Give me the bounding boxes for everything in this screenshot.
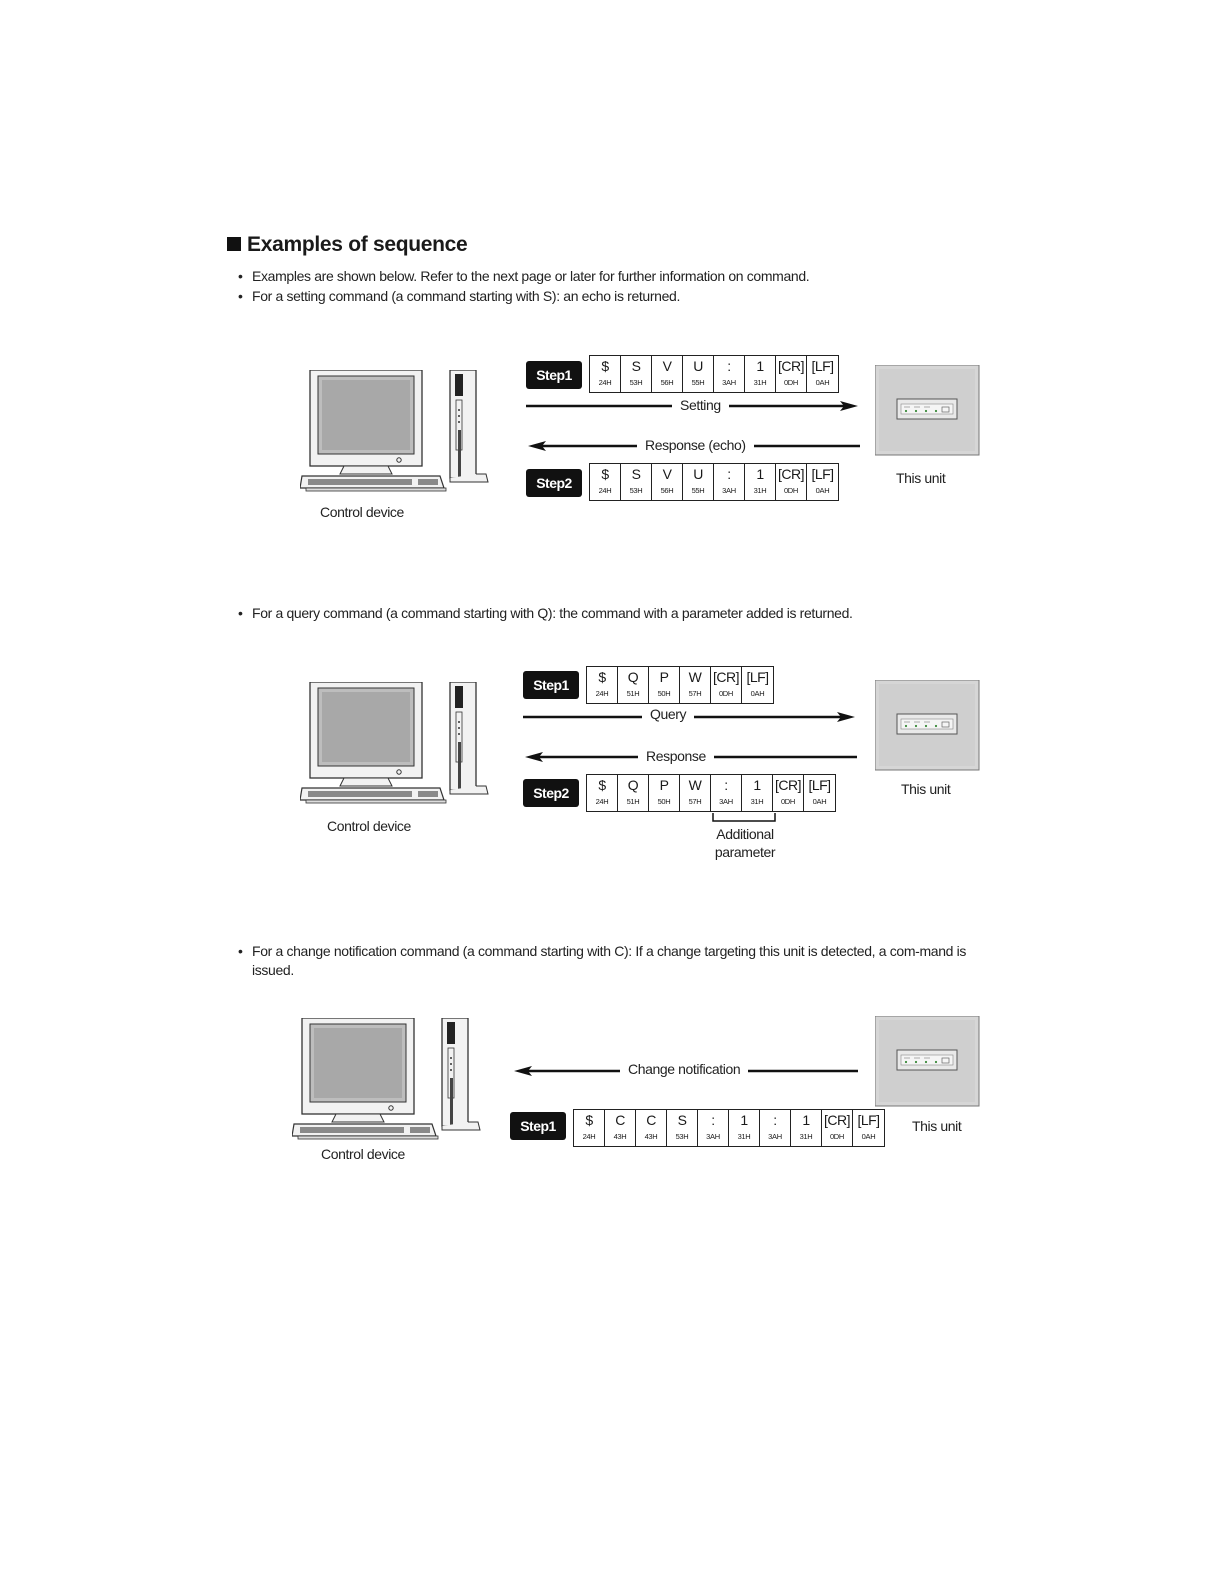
frame-cell [807,356,838,392]
frame-cell [587,667,618,703]
frame-hex: 50H [657,797,671,806]
change-notification-label: Change notification [620,1061,748,1077]
frame-cell [742,667,773,703]
frame-cell [680,775,711,811]
frame-char: $ [601,466,609,482]
frame-hex: 0AH [815,486,830,495]
frame-cell [683,464,714,500]
frame-char: P [659,669,669,685]
frame-cell [822,1110,853,1146]
bullet-dot: • [238,288,243,304]
frame-hex: 3AH [719,797,733,806]
frame-cell [618,775,649,811]
frame-hex: 57H [688,689,702,698]
control-device-illustration [300,370,492,494]
bullet-query-text: For a query command (a command starting with Q): the command with a parameter added is returned. [252,605,853,621]
frame-cell [652,464,683,500]
frame-cell [621,464,652,500]
frame-hex: 24H [598,378,612,387]
frame-hex: 0AH [812,797,827,806]
frame-hex: 24H [582,1132,596,1141]
frame-char: U [693,358,703,374]
frame-hex: 31H [753,378,767,387]
frame-hex: 24H [595,797,609,806]
this-unit-illustration [875,680,981,772]
query-step2-frame [586,774,836,812]
frame-cell [807,464,838,500]
step2-badge: Step2 [526,469,582,497]
frame-char: : [727,358,731,374]
frame-char: P [659,777,669,793]
additional-parameter-bracket [711,811,779,825]
frame-char: : [724,777,728,793]
bullet-intro [238,267,958,286]
frame-char: [LF] [857,1112,880,1128]
frame-hex: 53H [629,378,643,387]
frame-hex: 55H [691,378,705,387]
setting-arrow-label: Setting [672,397,729,413]
frame-char: $ [598,669,606,685]
frame-cell [698,1110,729,1146]
frame-char: [CR] [824,1112,850,1128]
bullet-intro-text: Examples are shown below. Refer to the next page or later for further information on command. [252,268,810,284]
frame-cell [791,1110,822,1146]
frame-cell [853,1110,884,1146]
control-device-label: Control device [327,818,411,834]
frame-hex: 43H [613,1132,627,1141]
frame-cell [649,667,680,703]
frame-char: 1 [740,1112,748,1128]
frame-char: Q [627,669,639,685]
frame-char: W [688,777,702,793]
control-device-illustration [292,1018,484,1142]
frame-char: Q [627,777,639,793]
frame-cell [714,464,745,500]
frame-cell [745,464,776,500]
frame-hex: 56H [660,486,674,495]
this-unit-label: This unit [912,1118,962,1134]
frame-char: $ [601,358,609,374]
frame-char: S [631,466,641,482]
this-unit-label: This unit [901,781,951,797]
response-echo-label: Response (echo) [637,437,754,453]
frame-hex: 0DH [783,378,799,387]
frame-char: [LF] [808,777,831,793]
frame-hex: 56H [660,378,674,387]
frame-hex: 24H [598,486,612,495]
frame-char: C [615,1112,625,1128]
frame-char: [LF] [746,669,769,685]
frame-hex: 31H [750,797,764,806]
frame-char: S [677,1112,687,1128]
frame-cell [680,667,711,703]
frame-cell [667,1110,698,1146]
frame-char: $ [585,1112,593,1128]
frame-char: W [688,669,702,685]
heading-text: Examples of sequence [247,233,468,256]
bullet-dot: • [238,943,243,959]
frame-cell [776,464,807,500]
frame-cell [711,775,742,811]
frame-hex: 0DH [783,486,799,495]
frame-cell [804,775,835,811]
control-device-label: Control device [321,1146,405,1162]
frame-char: : [773,1112,777,1128]
frame-hex: 0DH [718,689,734,698]
response-label: Response [638,748,714,764]
frame-cell [729,1110,760,1146]
frame-hex: 51H [626,689,640,698]
heading-square-icon [227,237,241,251]
frame-hex: 55H [691,486,705,495]
frame-char: V [662,466,672,482]
frame-cell [742,775,773,811]
setting-step1-frame [589,355,839,393]
frame-char: [CR] [775,777,801,793]
frame-char: $ [598,777,606,793]
frame-hex: 43H [644,1132,658,1141]
frame-cell [618,667,649,703]
frame-char: [CR] [778,466,804,482]
frame-cell [745,356,776,392]
frame-hex: 51H [626,797,640,806]
frame-cell [574,1110,605,1146]
step2-badge: Step2 [523,779,579,807]
frame-char: V [662,358,672,374]
step1-badge: Step1 [526,361,582,389]
frame-cell [683,356,714,392]
step1-badge: Step1 [523,671,579,699]
additional-parameter-label: Additional parameter [714,826,776,860]
frame-char: 1 [753,777,761,793]
frame-cell [711,667,742,703]
frame-cell [760,1110,791,1146]
frame-char: U [693,466,703,482]
control-device-illustration [300,682,492,806]
frame-char: 1 [756,358,764,374]
frame-hex: 0AH [750,689,765,698]
this-unit-label: This unit [896,470,946,486]
frame-hex: 0AH [815,378,830,387]
frame-hex: 24H [595,689,609,698]
frame-char: 1 [802,1112,810,1128]
setting-step2-frame [589,463,839,501]
section-heading [227,233,467,257]
frame-hex: 3AH [768,1132,782,1141]
frame-hex: 0AH [861,1132,876,1141]
frame-char: : [711,1112,715,1128]
frame-cell [652,356,683,392]
frame-char: [CR] [713,669,739,685]
frame-cell [587,775,618,811]
query-step1-frame [586,666,774,704]
frame-hex: 0DH [829,1132,845,1141]
frame-cell [590,464,621,500]
frame-hex: 31H [737,1132,751,1141]
this-unit-illustration [875,365,981,457]
bullet-setting-text: For a setting command (a command starting with S): an echo is returned. [252,288,681,304]
frame-char: 1 [756,466,764,482]
frame-cell [605,1110,636,1146]
frame-char: [CR] [778,358,804,374]
query-arrow-label: Query [642,706,694,722]
frame-hex: 3AH [706,1132,720,1141]
frame-hex: 53H [675,1132,689,1141]
frame-cell [621,356,652,392]
frame-cell [636,1110,667,1146]
frame-hex: 0DH [780,797,796,806]
frame-char: [LF] [811,358,834,374]
frame-hex: 31H [799,1132,813,1141]
frame-hex: 53H [629,486,643,495]
step1-badge: Step1 [510,1112,566,1140]
bullet-change-text: For a change notification command (a command starting with C): If a change targeting this unit is detected, a com-mand is issued. [252,943,967,978]
frame-hex: 3AH [722,378,736,387]
frame-char: : [727,466,731,482]
frame-hex: 57H [688,797,702,806]
frame-cell [649,775,680,811]
frame-cell [590,356,621,392]
frame-cell [714,356,745,392]
bullet-change [238,942,968,980]
bullet-dot: • [238,605,243,621]
bullet-dot: • [238,268,243,284]
frame-hex: 31H [753,486,767,495]
change-step1-frame [573,1109,885,1147]
bullet-query [238,604,958,623]
control-device-label: Control device [320,504,404,520]
frame-char: S [631,358,641,374]
frame-char: [LF] [811,466,834,482]
frame-char: C [646,1112,656,1128]
frame-cell [776,356,807,392]
this-unit-illustration [875,1016,981,1108]
frame-hex: 50H [657,689,671,698]
bullet-setting [238,287,958,306]
frame-hex: 3AH [722,486,736,495]
frame-cell [773,775,804,811]
